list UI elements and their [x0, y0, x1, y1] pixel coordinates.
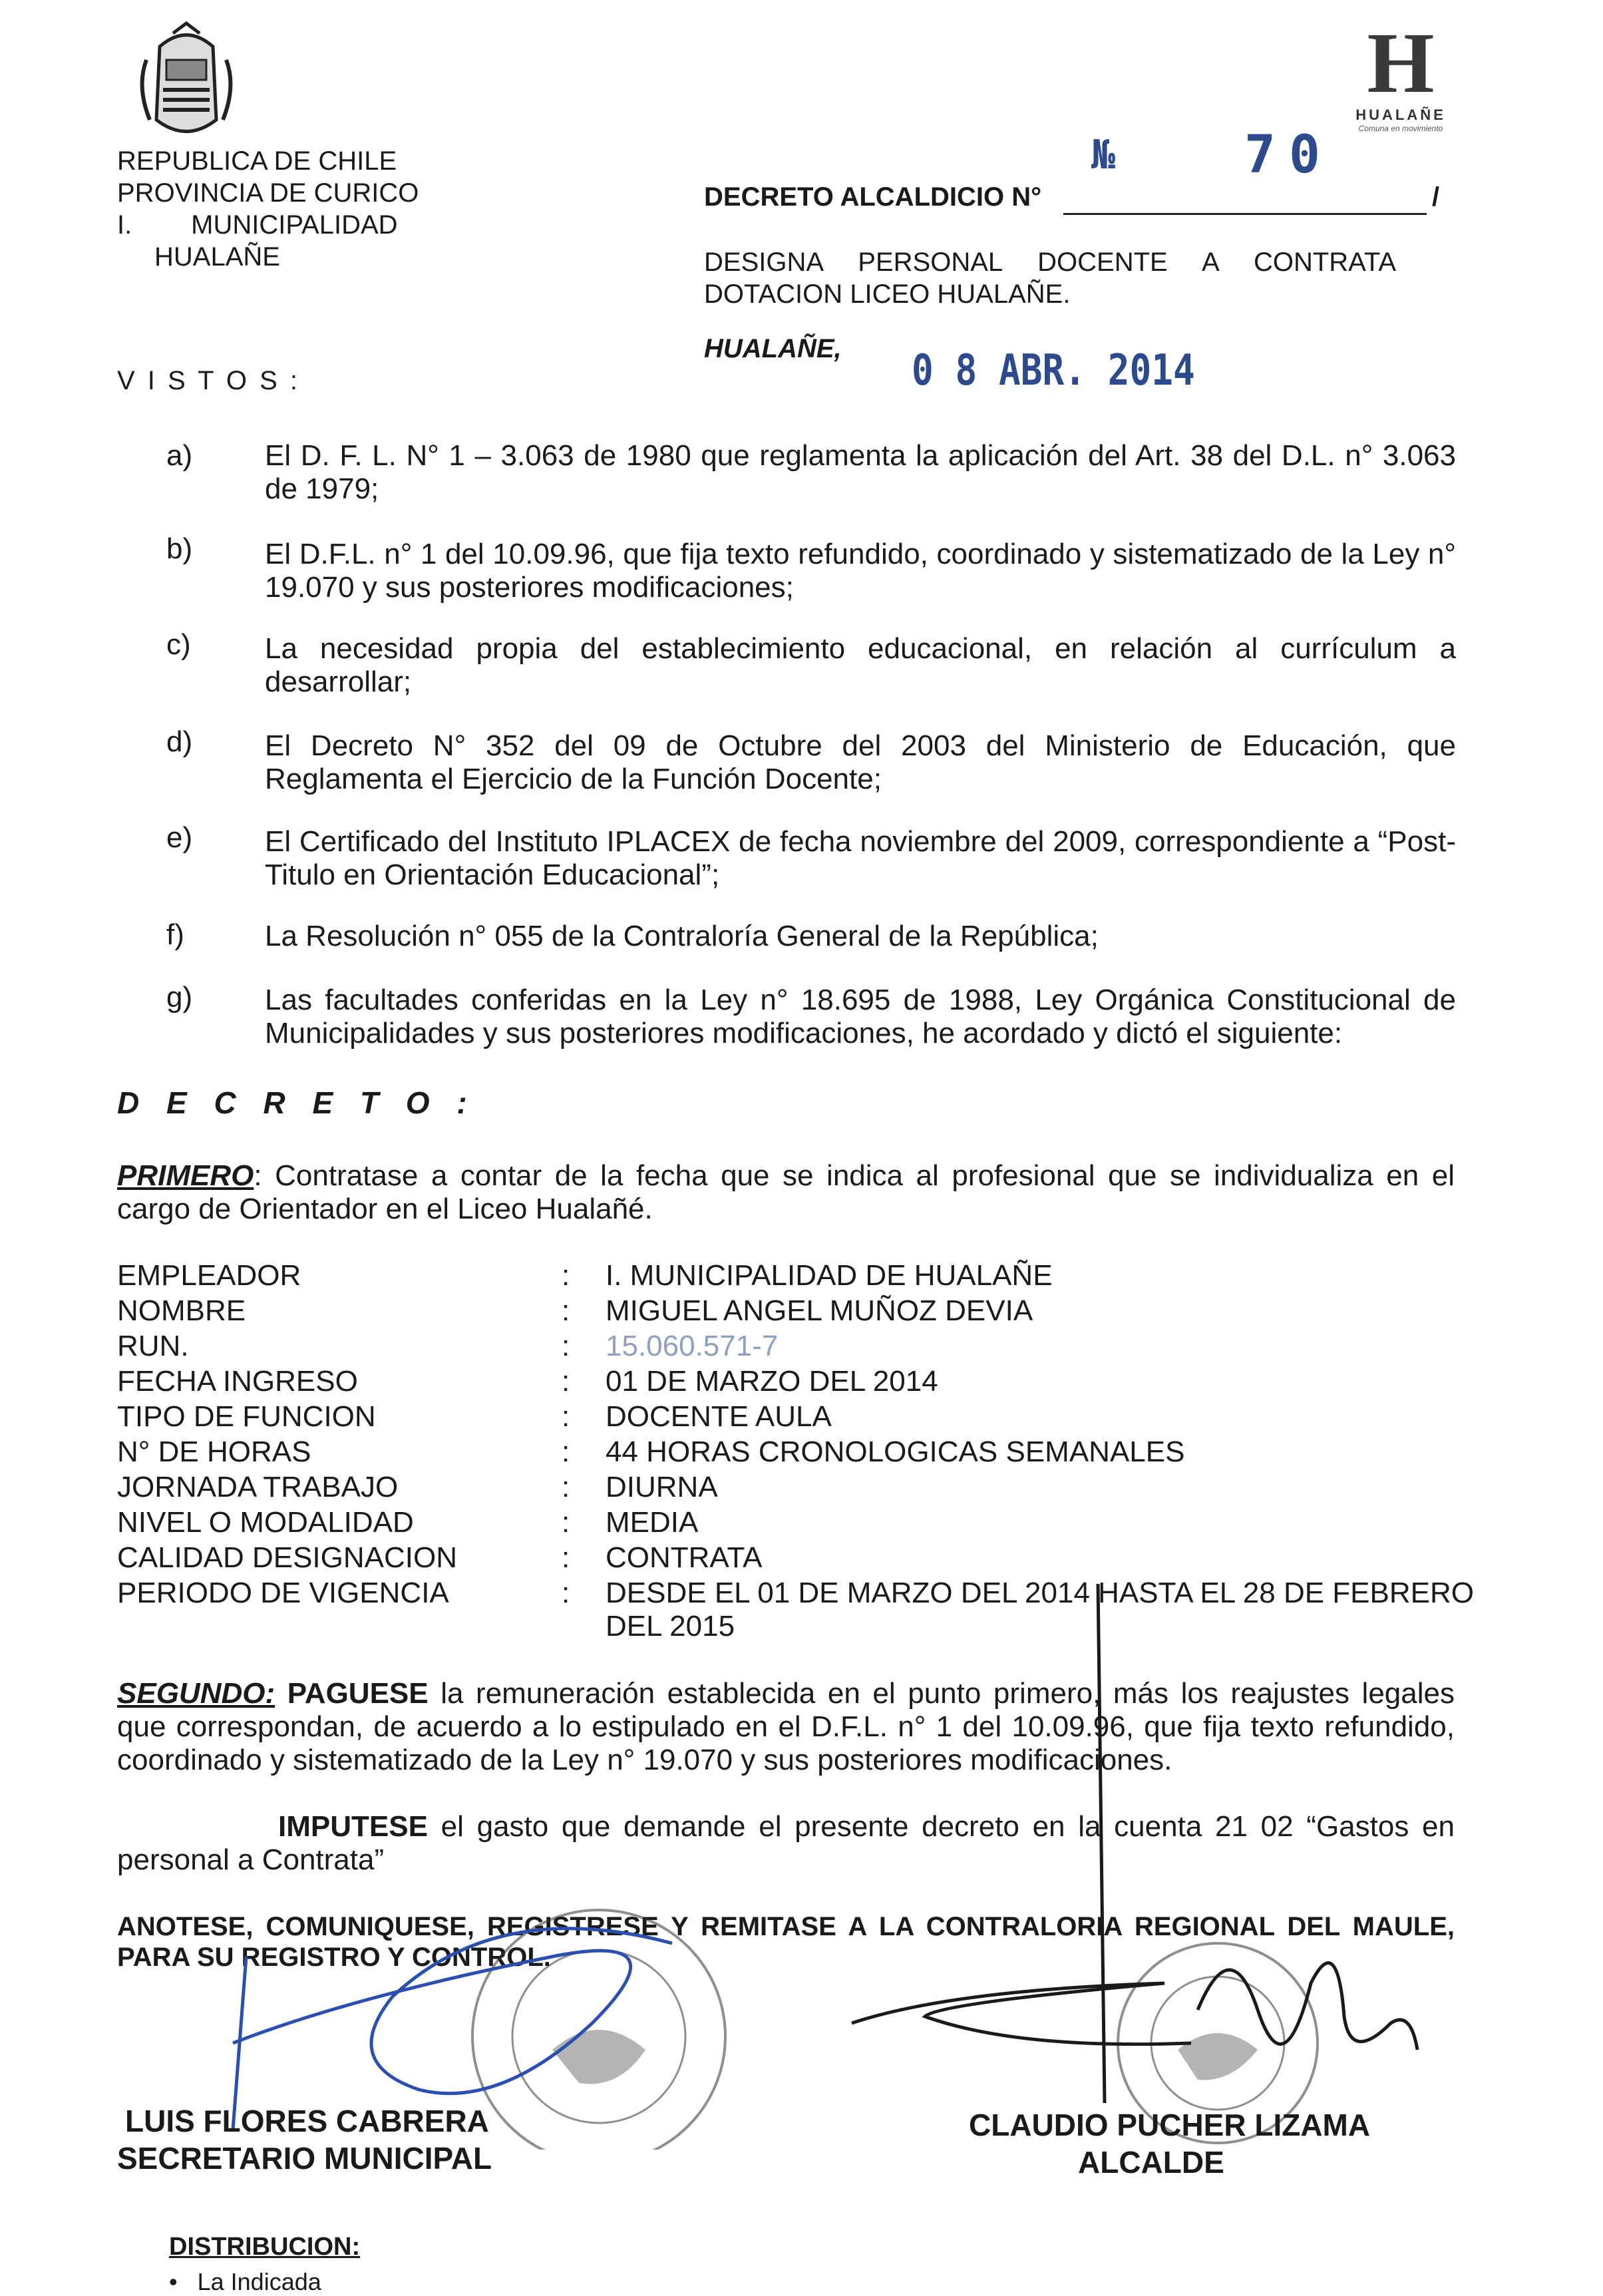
vistos-item-text: El Decreto N° 352 del 09 de Octubre del 2003 del Ministerio de Educación, que Reglamenta el Ejercicio de la Función Docente; [265, 729, 1456, 795]
decree-label: DECRETO ALCALDICIO N° [704, 182, 1042, 212]
detail-colon: : [562, 1294, 570, 1327]
issuer-line: HUALAÑE [154, 242, 280, 272]
bullet-icon: • [169, 2268, 198, 2295]
detail-label: EMPLEADOR [117, 1259, 301, 1292]
vistos-item-letter: c) [166, 628, 191, 661]
logo-name: HUALAÑE [1355, 106, 1446, 123]
vistos-item-letter: e) [166, 821, 193, 854]
detail-row [117, 1330, 1528, 1365]
vistos-item-text: Las facultades conferidas en la Ley n° 18.695 de 1988, Ley Orgánica Constitucional de Municipalidades y sus posteriores modificaciones, he acordado y dictó el siguiente: [265, 984, 1456, 1050]
segundo-label: SEGUNDO: [117, 1677, 275, 1710]
decree-number-line [1063, 213, 1427, 215]
detail-value: DOCENTE AULA [606, 1400, 832, 1433]
detail-row [117, 1471, 1528, 1506]
detail-colon: : [562, 1577, 570, 1609]
signature-right-icon [852, 1584, 1417, 2103]
issuer-block [117, 145, 516, 273]
primero-paragraph [117, 1159, 1455, 1226]
detail-value: I. MUNICIPALIDAD DE HUALAÑE [606, 1259, 1053, 1292]
hualane-logo [1344, 15, 1457, 140]
imputese-text: el gasto que demande el presente decreto en la cuenta 21 02 “Gastos en personal a Contrata” [117, 1810, 1455, 1876]
issuer-line: I. MUNICIPALIDAD [117, 210, 398, 240]
distribution-heading: DISTRIBUCION: [169, 2233, 361, 2261]
municipal-seal-left-icon [472, 1910, 725, 2150]
vistos-item-text: El Certificado del Instituto IPLACEX de fecha noviembre del 2009, correspondiente a “Post-Titulo en Orientación Educacional”; [265, 825, 1456, 891]
detail-label: FECHA INGRESO [117, 1365, 358, 1398]
detail-label: NIVEL O MODALIDAD [117, 1506, 414, 1539]
detail-row [117, 1506, 1528, 1541]
detail-row [117, 1259, 1528, 1294]
number-stamp: 70 [1244, 125, 1334, 185]
detail-row [117, 1435, 1528, 1471]
detail-row [117, 1294, 1528, 1330]
number-stamp-prefix: № [1091, 132, 1116, 178]
detail-colon: : [562, 1330, 570, 1362]
signatures-and-seals [220, 1584, 1517, 2150]
primero-label: PRIMERO [117, 1159, 254, 1192]
detail-colon: : [562, 1506, 570, 1539]
detail-row [117, 1400, 1528, 1435]
signature-left-icon [233, 1929, 672, 2130]
detail-value: DIURNA [606, 1471, 718, 1503]
decree-subject: DESIGNA PERSONAL DOCENTE A CONTRATA DOTACION LICEO HUALAÑE. [704, 248, 1396, 309]
detail-colon: : [562, 1435, 570, 1468]
vistos-item-text: La Resolución n° 055 de la Contraloría General de la República; [265, 920, 1099, 952]
signer-left-title: SECRETARIO MUNICIPAL [117, 2141, 492, 2176]
imputese-bold: IMPUTESE [278, 1810, 428, 1843]
detail-colon: : [562, 1471, 570, 1503]
detail-label: PERIODO DE VIGENCIA [117, 1577, 449, 1609]
logo-slogan: Comuna en movimiento [1358, 124, 1443, 133]
vistos-item-letter: b) [166, 532, 193, 565]
detail-row [117, 1365, 1528, 1400]
vistos-item-letter: g) [166, 981, 193, 1014]
decreto-heading: D E C R E T O : [117, 1085, 476, 1120]
detail-label: TIPO DE FUNCION [117, 1400, 376, 1433]
detail-colon: : [562, 1400, 570, 1433]
detail-value: DESDE EL 01 DE MARZO DEL 2014 HASTA EL 28 DE FEBRERO DEL 2015 [606, 1577, 1474, 1642]
detail-colon: : [562, 1541, 570, 1574]
date-stamp: 0 8 ABR. 2014 [912, 346, 1195, 395]
detail-row [117, 1541, 1528, 1577]
segundo-text: la remuneración establecida en el punto primero, más los reajustes legales que correspondan, de acuerdo a lo estipulado en el D.F.L. n° 1 del 10.09.96, que fija texto refundido, coordinado y sistematizado de la Ley n° 19.070 y sus posteriores modificaciones. [117, 1677, 1455, 1776]
detail-value: MEDIA [606, 1506, 699, 1539]
issuer-line: PROVINCIA DE CURICO [117, 178, 419, 208]
vistos-item-letter: f) [166, 918, 184, 951]
place: HUALAÑE, [704, 334, 842, 363]
vistos-heading: V I S T O S : [117, 366, 301, 395]
vistos-item-text: La necesidad propia del establecimiento educacional, en relación al currículum a desarrollar; [265, 632, 1456, 698]
detail-value: CONTRATA [606, 1541, 763, 1574]
detail-label: N° DE HORAS [117, 1435, 311, 1468]
signer-right-name: CLAUDIO PUCHER LIZAMA [969, 2108, 1371, 2142]
detail-label: CALIDAD DESIGNACION [117, 1541, 457, 1574]
vistos-item-letter: d) [166, 725, 193, 758]
detail-label: JORNADA TRABAJO [117, 1471, 399, 1503]
distribution-item-text: La Indicada [197, 2268, 321, 2295]
segundo-bold: PAGUESE [287, 1677, 429, 1710]
detail-value: 15.060.571-7 [606, 1330, 779, 1362]
detail-label: RUN. [117, 1330, 189, 1362]
detail-value: 44 HORAS CRONOLOGICAS SEMANALES [606, 1435, 1185, 1468]
vistos-item-text: El D. F. L. N° 1 – 3.063 de 1980 que reglamenta la aplicación del Art. 38 del D.L. n° 3.063 de 1979; [265, 439, 1456, 505]
detail-value: MIGUEL ANGEL MUÑOZ DEVIA [606, 1294, 1033, 1327]
detail-colon: : [562, 1365, 570, 1398]
detail-value: 01 DE MARZO DEL 2014 [606, 1365, 938, 1398]
signer-left-name: LUIS FLORES CABRERA [125, 2104, 489, 2138]
decree-slash: / [1432, 182, 1440, 212]
issuer-line: REPUBLICA DE CHILE [117, 146, 397, 176]
vistos-item-text: El D.F.L. n° 1 del 10.09.96, que fija texto refundido, coordinado y sistematizado de la Ley n° 19.070 y sus posteriores modificaciones; [265, 538, 1456, 604]
distribution-item [169, 2268, 321, 2296]
primero-text: : Contratase a contar de la fecha que se indica al profesional que se individualiza en el cargo de Orientador en el Liceo Hualañé. [117, 1159, 1455, 1225]
closing-paragraph: ANOTESE, COMUNIQUESE, REGISTRESE Y REMITASE A LA CONTRALORIA REGIONAL DEL MAULE, PARA SU REGISTRO Y CONTROL. [117, 1912, 1455, 1972]
signer-right-title: ALCALDE [1078, 2145, 1224, 2180]
detail-label: NOMBRE [117, 1294, 246, 1327]
vistos-item-letter: a) [166, 439, 193, 472]
chile-coat-of-arms-logo [133, 20, 240, 146]
detail-colon: : [562, 1259, 570, 1292]
logo-letter: H [1367, 15, 1435, 111]
